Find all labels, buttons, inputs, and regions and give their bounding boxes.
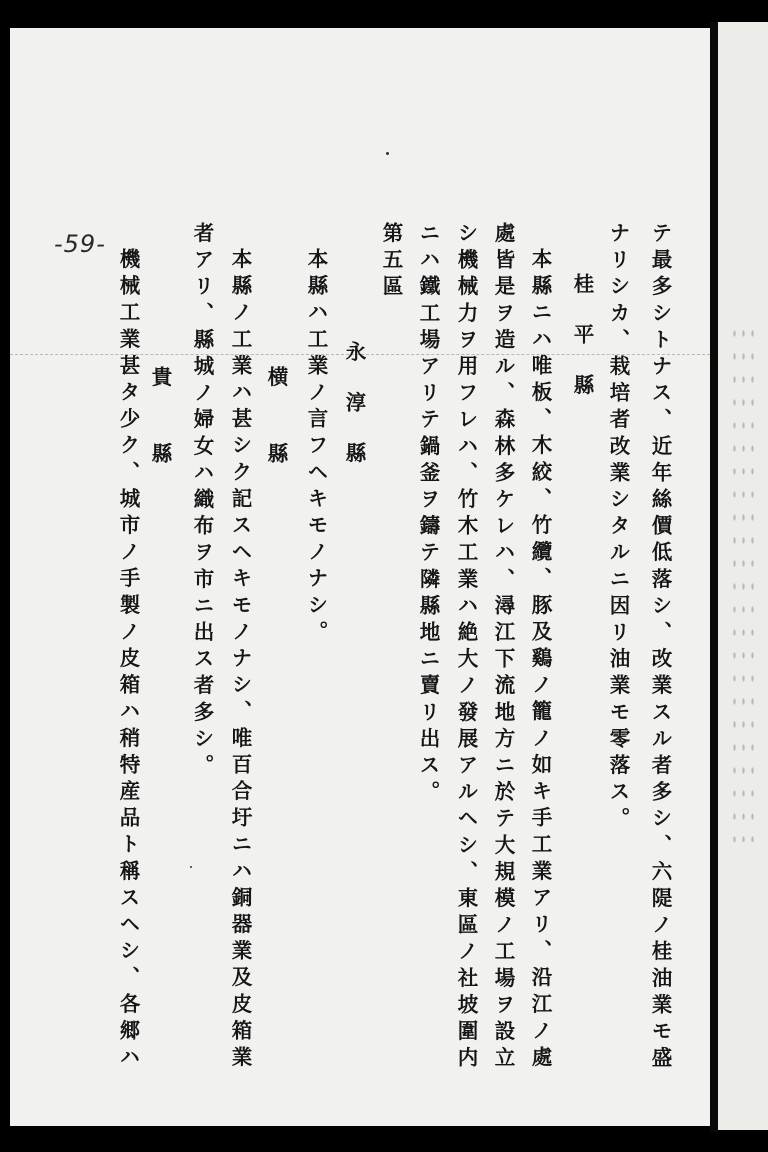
section-heading-gui: 貴縣 <box>148 366 172 519</box>
section-heading-guiping: 桂平縣 <box>570 273 594 425</box>
text-column-10: 本縣ハ工業ノ言フヘキモノナシ。 <box>304 248 328 647</box>
ink-speck <box>190 866 192 868</box>
section-heading-yongchun: 永淳縣 <box>342 341 366 493</box>
text-column-6: シ機械力ヲ用フレハ、竹木工業ハ絶大ノ發展アルヘシ、東區ノ社坡圍内 <box>454 222 478 1074</box>
document-page <box>10 28 710 1126</box>
text-column-7: ニハ鐵工場アリテ鍋釜ヲ鑄テ隣縣地ニ賣リ出ス。 <box>416 222 440 808</box>
text-column-12: 本縣ノ工業ハ甚シク記スヘキモノナシ、唯百合圩ニハ銅器業及皮箱業 <box>228 248 252 1073</box>
text-column-4: 本縣ニハ唯板、木絞、竹纜、豚及鷄ノ籠ノ如キ手工業アリ、沿江ノ處 <box>528 248 552 1073</box>
page-number: -59- <box>54 230 106 258</box>
text-column-13: 者アリ、縣城ノ婦女ハ織布ヲ市ニ出ス者多シ。 <box>190 222 214 781</box>
bleed-through-marks <box>730 322 760 842</box>
ink-speck <box>386 152 389 155</box>
district-heading: 第五區 <box>379 222 403 302</box>
text-column-1: テ最多シトナス、近年絲價低落シ、改業スル者多シ、六隄ノ桂油業モ盛 <box>648 222 672 1074</box>
section-heading-heng: 横縣 <box>264 366 288 519</box>
text-column-15: 機械工業甚タ少ク、城市ノ手製ノ皮箱ハ稍特産品ト稱スヘシ、各郷ハ <box>116 248 140 1073</box>
text-column-5: 處皆是ヲ造ル、森林多ケレハ、潯江下流地方ニ於テ大規模ノ工場ヲ設立 <box>491 222 515 1074</box>
text-column-2: ナリシカ、栽培者改業シタルニ因リ油業モ零落ス。 <box>606 222 630 834</box>
book-gutter <box>710 22 718 1132</box>
adjacent-page-edge <box>718 22 768 1130</box>
